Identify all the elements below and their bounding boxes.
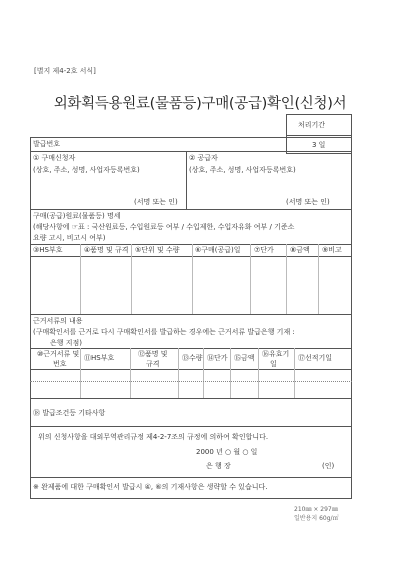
goods-vline-3 [192,244,193,314]
other-heading: ⑱ 발급조건등 기타사항 [33,409,106,417]
confirm-date: 2000 년 ○ 월 ○ 일 [196,448,258,456]
confirm-statement: 위의 신청사항을 대외무역관리규정 제4-2-7조의 규정에 의하여 확인합니다. [38,433,269,441]
basis-note-line2: 은행 지점) [50,339,83,347]
goods-col-price: ⑦단가 [254,246,274,254]
goods-vline-6 [318,244,319,314]
confirm-bank: 은 행 장 [206,462,231,470]
goods-col-name: ④품명 및 규격 [84,246,129,254]
goods-col-qty: ⑤단위 및 수량 [135,246,180,254]
row-divider-4 [30,398,352,399]
goods-vline-1 [80,244,81,314]
basis-col-doc-2: 번호 [53,360,67,368]
basis-col-hs: ⑪HS부호 [84,354,115,362]
basis-col-doc-1: ⑩근거서류 및 [37,350,80,358]
basis-vline-6 [258,348,259,398]
basis-vline-5 [230,348,231,398]
goods-note-line2: 요량 고시, 비고시 여부) [33,234,106,242]
basis-vline-3 [178,348,179,398]
issue-number-label: 발급번호 [33,140,61,148]
row-divider-2 [30,209,352,210]
goods-note-line1: (해당사항에 ☞표 : 국산원료등, 수입원료등 여부 / 수입제한, 수입자유화 여부 / 기준소 [33,223,295,231]
buyer-supplier-divider [186,151,187,209]
basis-vline-2 [130,348,131,398]
paper-size: 210㎜ × 297㎜ [294,506,338,513]
supplier-sign: (서명 또는 인) [286,198,330,206]
buyer-detail: (상호, 주소, 성명, 사업자등록번호) [33,166,140,174]
basis-vline-1 [80,348,81,398]
page-title: 외화획득용원료(물품등)구매(공급)확인(신청)서 [53,96,347,112]
goods-col-remark: ⑨비고 [322,246,342,254]
basis-note-line1: (구매확인서를 근거로 다시 구매확인서를 발급하는 경우에는 근거서류 발급은행 기재 : [33,328,295,336]
basis-col-price: ⑭단가 [207,354,228,362]
basis-col-name-2: 규격 [146,360,160,368]
goods-col-hs: ③HS부호 [33,246,63,254]
basis-col-amount: ⑮금액 [234,354,255,362]
basis-vline-7 [294,348,295,398]
basis-col-name-1: ⑫품명 및 [138,350,168,358]
basis-col-ship: ⑰선적기일 [298,354,333,362]
basis-header-bottom [30,369,352,370]
basis-heading: 근거서류의 내용 [33,317,83,325]
buyer-sign: (서명 또는 인) [134,198,178,206]
row-divider-3 [30,314,352,315]
basis-header-top [30,348,352,349]
row-divider-1 [30,151,352,152]
goods-header-bottom [30,256,352,257]
goods-vline-2 [131,244,132,314]
goods-vline-4 [250,244,251,314]
supplier-detail: (상호, 주소, 성명, 사업자등록번호) [189,166,296,174]
basis-col-valid-1: ⑯유효기 [262,350,290,358]
goods-vline-5 [286,244,287,314]
paper-type: 일반용지 60g/㎡ [294,515,339,522]
confirm-seal: (인) [322,462,335,470]
footer-note: ※ 완제품에 대한 구매확인서 발급시 ④, ⑥의 기재사항은 생략할 수 있습니다. [33,483,268,491]
basis-col-valid-2: 일 [270,360,277,368]
basis-vline-4 [203,348,204,398]
supplier-label: ② 공급자 [189,154,218,162]
goods-col-amount: ⑧금액 [290,246,310,254]
row-divider-6 [30,477,352,478]
buyer-label: ① 구매신청자 [33,154,76,162]
goods-heading: 구매(공급)원료(물품등) 명세 [33,212,121,220]
row-divider-5 [30,426,352,427]
goods-col-date: ⑥구매(공급)일 [195,246,241,254]
processing-divider [286,135,352,136]
goods-header-top [30,244,352,245]
form-number: [별지 제4-2호 서식] [34,67,96,75]
basis-row-divider [30,381,352,382]
processing-label: 처리기간 [298,121,326,129]
basis-col-qty: ⑬수량 [182,354,203,362]
processing-value: 3 일 [312,141,326,149]
